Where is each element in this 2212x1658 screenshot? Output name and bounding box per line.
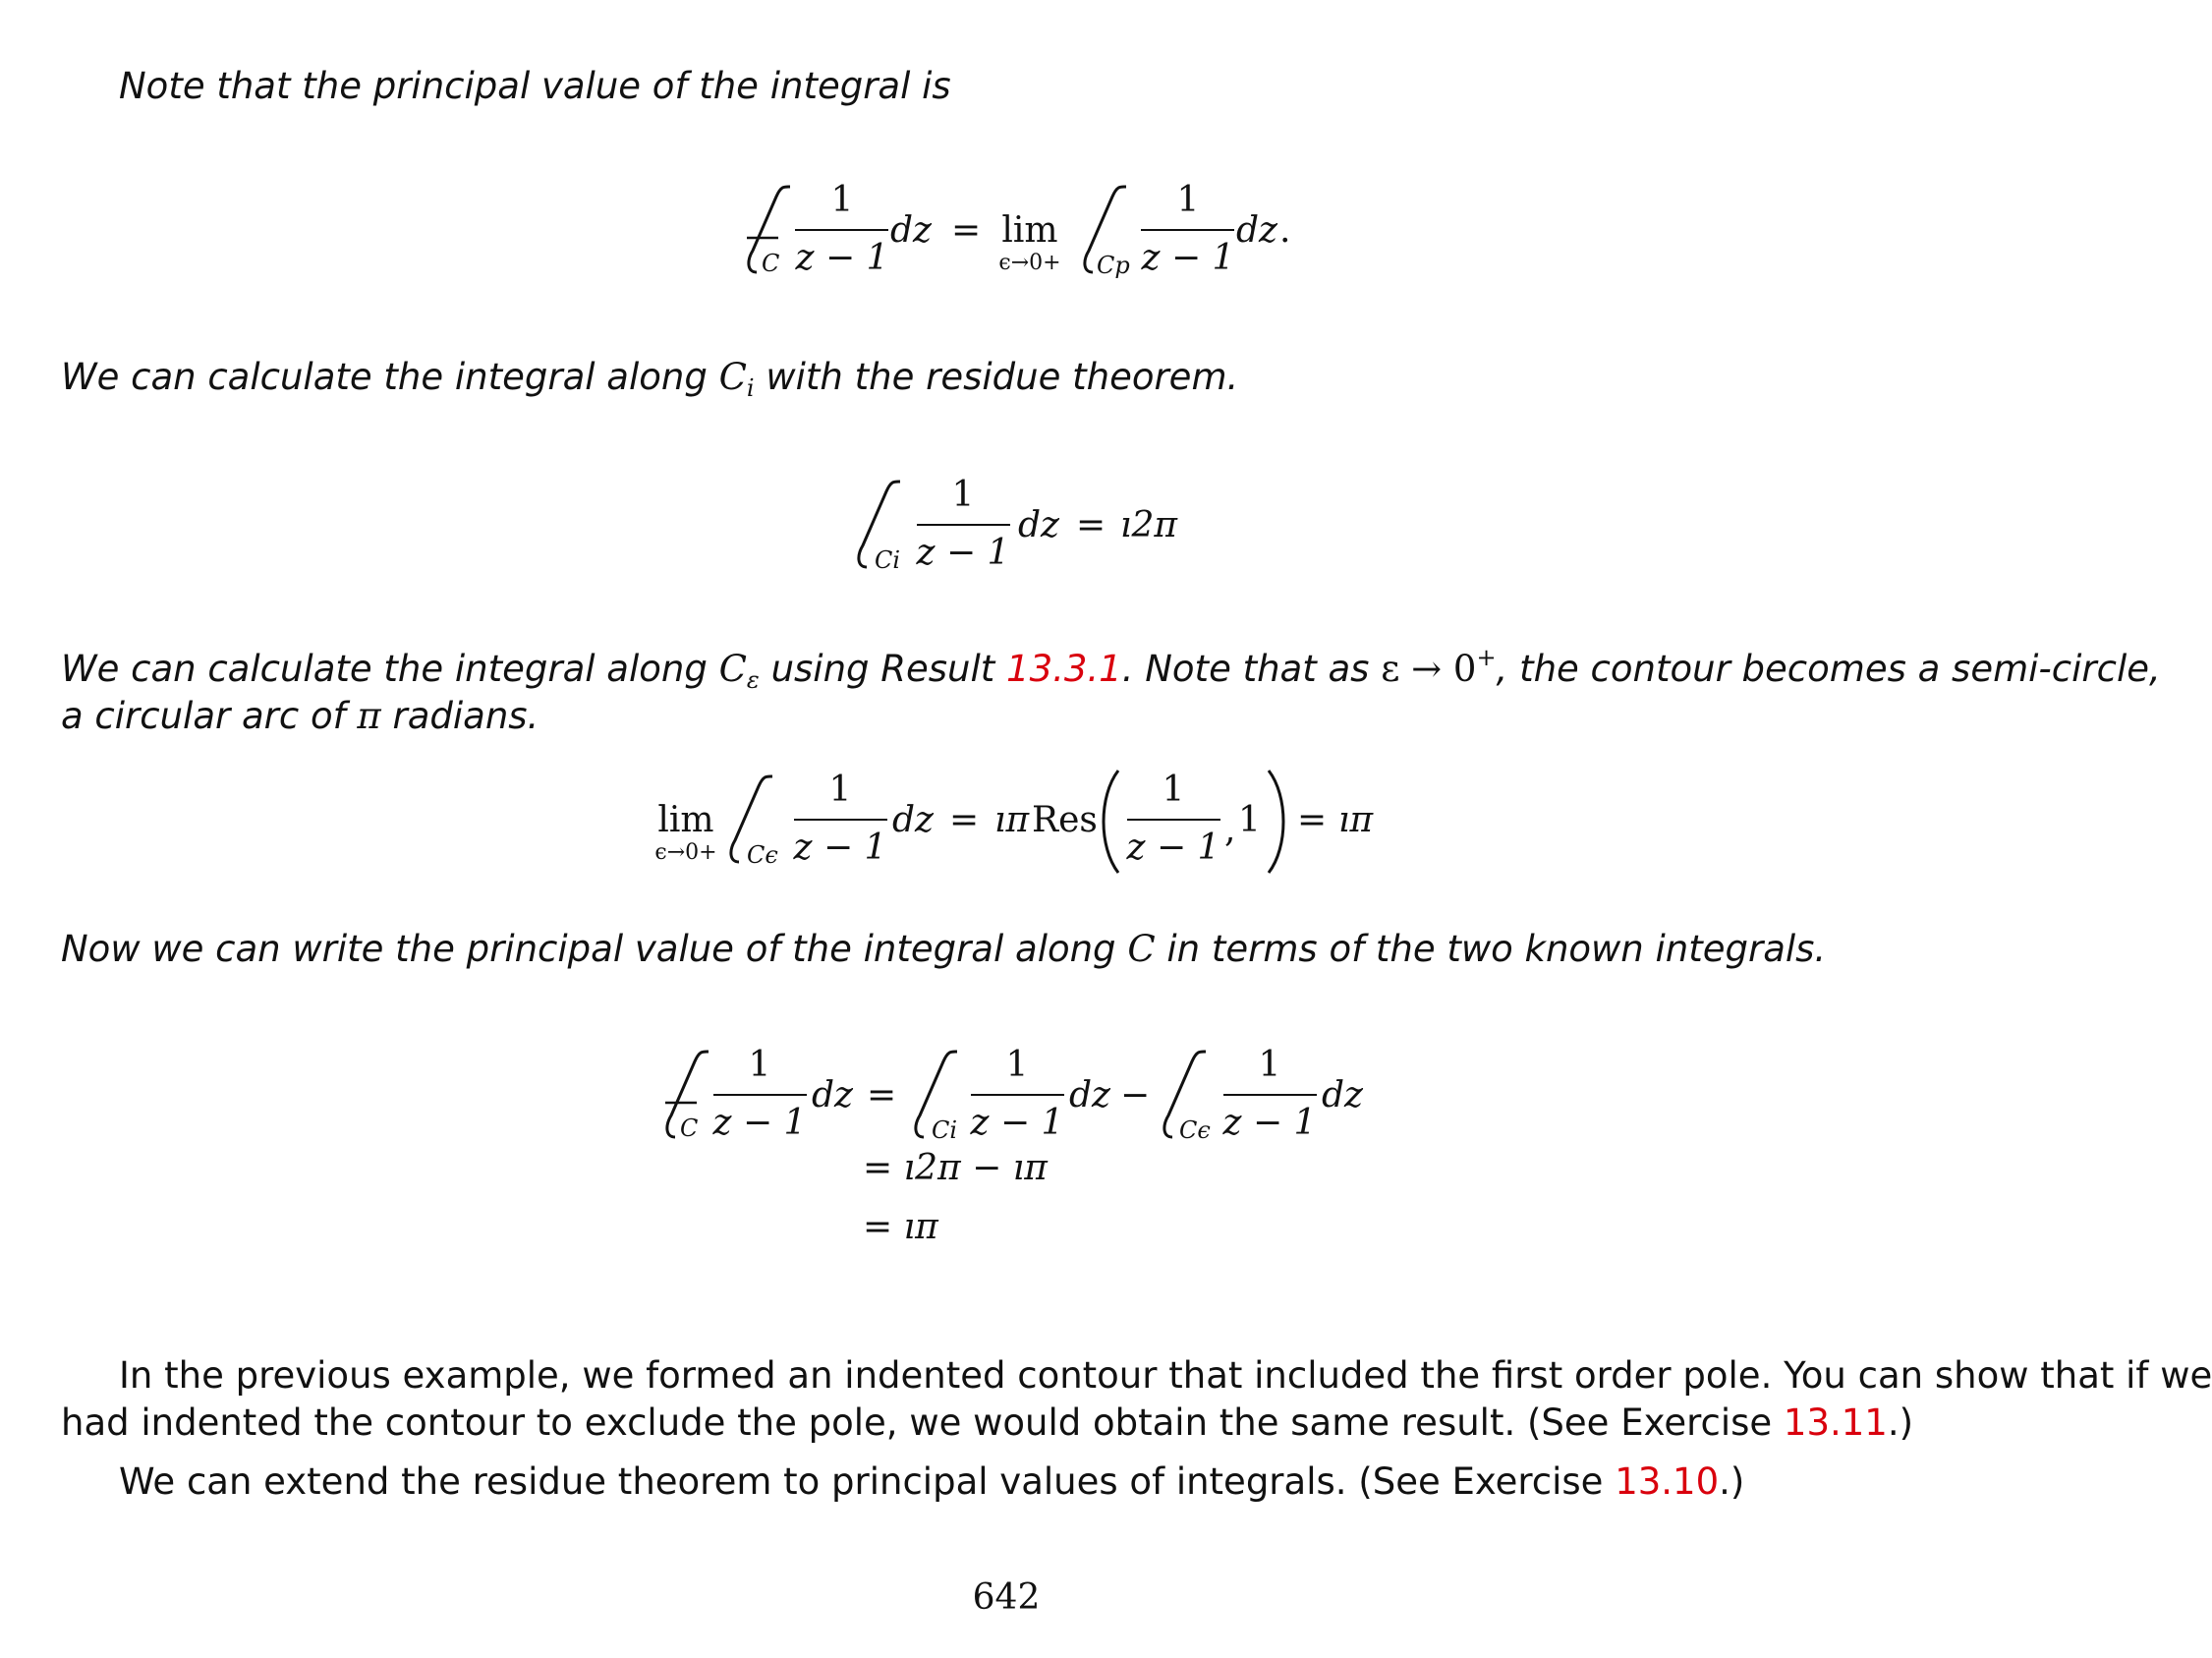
equals-sign: =: [949, 800, 980, 840]
equation-principal-value-decomposition: [0, 1032, 2013, 1287]
text-segment: with the residue theorem.: [754, 356, 1239, 398]
intro-text: Note that the principal value of the integral is: [119, 65, 951, 107]
integral-subscript: C: [680, 1115, 699, 1142]
differential: dz: [890, 210, 933, 251]
fraction-numerator: 1: [951, 475, 975, 515]
epsilon-contour-text-line2: [61, 693, 539, 740]
residue-theorem-text: [61, 354, 1238, 401]
integral-subscript: Cϵ: [747, 841, 778, 869]
text-segment: a circular arc of: [61, 695, 358, 737]
text-segment: in terms of the two known integrals.: [1155, 928, 1827, 970]
equals-sign: =: [867, 1075, 897, 1115]
fraction-denominator: z − 1: [712, 1103, 807, 1143]
math-subscript: i: [746, 374, 755, 402]
integral-subscript: Ci: [932, 1116, 958, 1144]
page-number: 642: [972, 1577, 1041, 1618]
residue-operator: Res: [1032, 800, 1098, 840]
equation-result: ıπ: [1338, 800, 1374, 840]
closing-paragraph-1-line2: [61, 1400, 1913, 1447]
comma: ,: [1224, 810, 1236, 850]
limit-operator: lim: [1001, 210, 1058, 251]
minus-sign: −: [1120, 1075, 1151, 1115]
pole-location: 1: [1238, 800, 1261, 840]
math-symbol: C: [718, 648, 747, 690]
text-segment: Now we can write the principal value of the integral along: [61, 928, 1128, 970]
equation-epsilon-limit: [0, 757, 2013, 894]
text-segment: using Result: [759, 648, 1007, 690]
fraction-denominator: z − 1: [970, 1103, 1064, 1143]
text-segment: radians.: [380, 695, 539, 737]
closing-paragraph-2: [119, 1458, 1744, 1506]
integral-subscript: Cϵ: [1179, 1116, 1211, 1144]
differential: dz: [812, 1075, 854, 1115]
result-link[interactable]: 13.3.1: [1006, 648, 1122, 690]
limit-operator: lim: [657, 800, 714, 840]
text-segment: We can extend the residue theorem to principal values of integrals. (See Exercise: [119, 1460, 1616, 1503]
math-subscript: ε: [746, 666, 760, 694]
fraction-denominator: z − 1: [916, 533, 1010, 573]
equation-residue-integral: [0, 462, 2013, 600]
integral-subscript: Cp: [1097, 252, 1130, 279]
limit-subscript: ϵ→0+: [998, 251, 1061, 275]
text-segment: , the contour becomes a semi-circle,: [1496, 648, 2161, 690]
text-segment: . Note that as: [1121, 648, 1382, 690]
fraction-denominator: z − 1: [1141, 238, 1235, 278]
differential: dz: [1322, 1075, 1364, 1115]
closing-paragraph-1-line1: In the previous example, we formed an indented contour that included the first order pole. You can show that if we: [119, 1354, 2212, 1397]
fraction-numerator: 1: [1162, 770, 1185, 810]
math-symbol: π: [357, 695, 381, 737]
text-segment: We can calculate the integral along: [61, 648, 719, 690]
fraction-numerator: 1: [1258, 1045, 1281, 1085]
equals-sign: =: [951, 210, 982, 251]
limit-subscript: ϵ→0+: [654, 840, 717, 865]
differential: dz: [1069, 1075, 1111, 1115]
right-paren: [1269, 771, 1283, 873]
text-segment: We can calculate the integral along: [61, 356, 719, 398]
fraction-numerator: 1: [1005, 1045, 1029, 1085]
differential: dz: [1236, 210, 1278, 251]
fraction-numerator: 1: [830, 180, 854, 220]
principal-value-text: [61, 926, 1826, 973]
math-superscript: +: [1476, 644, 1497, 671]
differential: dz: [1018, 505, 1060, 545]
math-expression: ε → 0: [1381, 648, 1477, 690]
math-symbol: C: [1127, 928, 1156, 970]
differential: dz: [892, 800, 935, 840]
left-paren: [1104, 771, 1118, 873]
equation-line-2: = ı2π − ıπ: [863, 1148, 1048, 1188]
fraction-numerator: 1: [828, 770, 852, 810]
coefficient: ıπ: [994, 800, 1030, 840]
fraction-numerator: 1: [1176, 180, 1200, 220]
equation-line-3: = ıπ: [863, 1207, 938, 1247]
fraction-numerator: 1: [748, 1045, 771, 1085]
fraction-denominator: z − 1: [795, 238, 889, 278]
exercise-link[interactable]: 13.10: [1615, 1460, 1720, 1503]
exercise-link[interactable]: 13.11: [1783, 1401, 1888, 1444]
text-segment: .): [1719, 1460, 1745, 1503]
epsilon-contour-text-line1: [61, 646, 2161, 693]
equation-principal-value: [0, 167, 2013, 305]
fraction-denominator: z − 1: [1126, 828, 1220, 868]
equation-result: ı2π: [1120, 505, 1178, 545]
equals-sign: =: [1076, 505, 1106, 545]
integral-subscript: C: [762, 250, 780, 277]
equals-sign: =: [1297, 800, 1328, 840]
math-symbol: C: [718, 356, 747, 398]
text-segment: .): [1887, 1401, 1914, 1444]
fraction-denominator: z − 1: [1222, 1103, 1317, 1143]
period: .: [1279, 210, 1291, 251]
text-segment: had indented the contour to exclude the pole, we would obtain the same result. (See Exercise: [61, 1401, 1784, 1444]
fraction-denominator: z − 1: [793, 828, 887, 868]
integral-subscript: Ci: [875, 546, 901, 574]
